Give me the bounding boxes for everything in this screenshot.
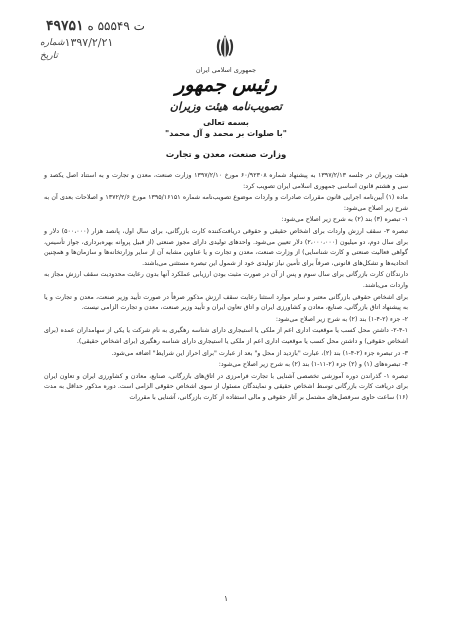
date-label: تاریخ	[40, 51, 58, 61]
page-number: ۱	[223, 594, 229, 603]
document-body	[44, 171, 408, 404]
salawat: "با صلوات بر محمد و آل محمد"	[165, 129, 287, 138]
reference-number-row	[40, 36, 190, 49]
body-paragraph: ۳- در تبصره جزء (۲-۴-۱) بند (۲)، عبارت "بازدید از محل و" بعد از عبارت "برای احراز این شرایط" اضافه می‌شود.	[111, 349, 408, 357]
reference-code-prefix: ت	[133, 19, 145, 33]
body-paragraph: ۴- تبصره‌های (۱) و (۲) جزء (۲-۱۱-۱) بند (۲) به شرح زیر اصلاح می‌شود:	[218, 361, 408, 369]
body-paragraph: تبصره ۱- گذراندن دوره آموزشی تخصصی آشنایی با تجارت فرامرزی در اتاق‌های بازرگانی، صنایع، معادن و کشاورزی ایران و تعاون ایران برای دریافت کارت بازرگانی توسط اشخاص حقیقی و نمایندگان مسئول از سوی اشخاص حقوقی الزامی است. دوره مذکور حداقل به مدت (۱۶) ساعت حاوی سرفصل‌های مشتمل بر آثار حقوقی و مالی استفاده از کارت بازرگانی، آشنایی با مقررات	[44, 372, 408, 401]
body-paragraph: برای اشخاص حقوقی بازرگانی معتبر و سایر موارد استثنا رعایت سقف ارزش مذکور صرفاً در صورت تأیید وزیر صنعت، معدن و تجارت و یا به پیشنهاد اتاق بازرگانی، صنایع، معادن و کشاورزی ایران و اتاق تعاون ایران و تأیید وزیر صنعت، معدن و تجارت الزامی نیست.	[44, 293, 408, 312]
basmala: بسمه تعالی	[203, 118, 249, 127]
reference-code	[40, 18, 190, 34]
ministry-title: وزارت صنعت، معدن و تجارت	[165, 150, 287, 160]
reference-code-suffix: ه	[87, 19, 94, 33]
reference-date-row	[40, 51, 190, 61]
number-label: شماره	[40, 37, 65, 48]
body-paragraph: ۲-۴-۱- داشتن محل کسب یا موقعیت اداری اعم از ملکی یا استیجاری دارای شناسه رهگیری به نام شرکت یا یکی از سهامداران عمده (برای اشخاص حقوقی) و داشتن محل کسب یا موقعیت اداری اعم از ملکی یا استیجاری دارای شناسه رهگیری (برای اشخاص حقیقی).	[44, 327, 408, 345]
body-paragraph: ماده (۱) آیین‌نامه اجرایی قانون مقررات صادرات و واردات موضوع تصویب‌نامه شماره ۱۳۹۵/۱۶۱۵۱ مورخ ۱۳۷۲/۲/۶ و اصلاحات بعدی آن به شرح زیر اصلاح می‌شود:	[44, 194, 409, 212]
body-paragraph: هیئت وزیران در جلسه ۱۳۹۷/۲/۱۳ به پیشنهاد شماره ۶۰/۹۲۳۰۸ مورخ ۱۳۹۷/۲/۱۰ وزارت صنعت، معدن و تجارت و به استناد اصل یکصد و سی و هشتم قانون اساسی جمهوری اسلامی ایران تصویب کرد:	[44, 172, 408, 190]
body-paragraph: دارندگان کارت بازرگانی برای سال سوم و پس از آن در صورت مثبت بودن ارزیابی عملکرد آنها بدون رعایت محدودیت سقف ارزش مجاز به واردات می‌باشند.	[44, 271, 408, 289]
cabinet-subtitle: تصویب‌نامه هیئت وزیران	[169, 100, 283, 113]
iran-emblem-icon	[214, 34, 236, 60]
body-paragraph: ۱- تبصره (۳) بند (۲) به شرح زیر اصلاح می‌شود:	[281, 216, 408, 224]
body-paragraph: تبصره ۳- سقف ارزش واردات برای اشخاص حقیقی و حقوقی دریافت‌کننده کارت بازرگانی، برای سال اول، پانصد هزار (۵۰۰،۰۰۰) دلار و برای سال دوم، دو میلیون (۲،۰۰۰،۰۰۰) دلار تعیین می‌شود. واحدهای تولیدی دارای مجوز صنعتی (از قبیل پروانه بهره‌برداری، جواز تأسیس، گواهی فعالیت صنعتی و کارت شناسایی) از وزارت صنعت، معدن و تجارت و یا عناوین مشابه آن از سایر وزارتخانه‌ها و سازمان‌ها و همچنین اتحادیه‌ها و تشکل‌های قانونی، صرفاً برای تأمین نیاز تولیدی خود از شمول این تبصره مستثنی می‌باشند.	[44, 227, 409, 267]
republic-label: جمهوری اسلامی ایران	[195, 66, 257, 74]
reference-code-number: ۵۵۵۴۹	[97, 19, 130, 33]
date-value: ۱۳۹۷/۲/۲۱	[64, 36, 114, 49]
reference-block	[40, 18, 190, 61]
president-title: رئیس جمهور	[175, 74, 277, 96]
body-paragraph: ۲- جزء (۲-۴-۱) بند (۲) به شرح زیر اصلاح می‌شود:	[275, 315, 408, 323]
reference-code-big: ۴۹۷۵۱	[46, 18, 84, 34]
